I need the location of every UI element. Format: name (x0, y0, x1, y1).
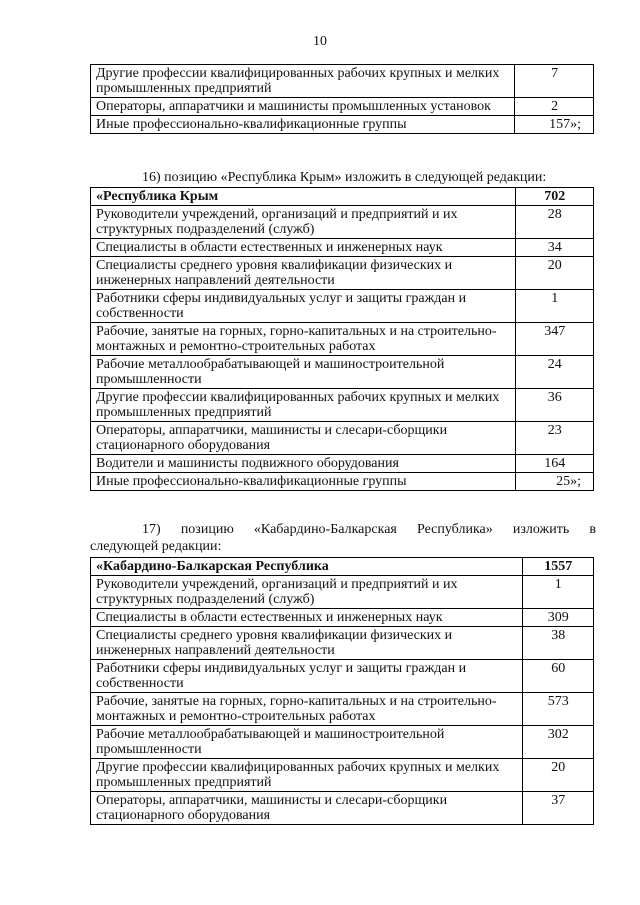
row-label: Рабочие металлообрабатывающей и машиностроительной промышленности (91, 726, 523, 759)
table-row (91, 206, 594, 239)
section-16-intro: 16) позицию «Республика Крым» изложить в следующей редакции: (142, 170, 547, 185)
region-name: «Республика Крым (91, 188, 516, 206)
row-value: 7 (515, 65, 594, 98)
row-label: Руководители учреждений, организаций и предприятий и их структурных подразделений (служб) (91, 576, 523, 609)
row-value: 1 (522, 576, 593, 609)
row-value: 24 (515, 356, 593, 389)
row-value: 20 (515, 257, 593, 290)
row-value: 36 (515, 389, 593, 422)
table-row (91, 576, 594, 609)
row-value: 34 (515, 239, 593, 257)
table-row (91, 609, 594, 627)
row-label: Специалисты среднего уровня квалификации физических и инженерных направлений деятельности (91, 257, 516, 290)
table-row (91, 389, 594, 422)
row-label: Иные профессионально-квалификационные группы (91, 473, 516, 491)
page-number: 10 (313, 34, 327, 49)
row-label: Руководители учреждений, организаций и предприятий и их структурных подразделений (служб) (91, 206, 516, 239)
table-row (91, 323, 594, 356)
table-row (91, 759, 594, 792)
table-header-row (91, 188, 594, 206)
table-row (91, 792, 594, 825)
row-label: Операторы, аппаратчики и машинисты промышленных установок (91, 98, 515, 116)
table-row (91, 627, 594, 660)
row-label: Рабочие металлообрабатывающей и машиностроительной промышленности (91, 356, 516, 389)
row-label: Работники сферы индивидуальных услуг и защиты граждан и собственности (91, 290, 516, 323)
row-value: 20 (522, 759, 593, 792)
region-total: 702 (515, 188, 593, 206)
table-row (91, 660, 594, 693)
table-row (91, 726, 594, 759)
row-value: 25»; (515, 473, 593, 491)
row-label: Иные профессионально-квалификационные группы (91, 116, 515, 134)
row-value: 573 (522, 693, 593, 726)
row-value: 1 (515, 290, 593, 323)
row-value: 164 (515, 455, 593, 473)
table-row (91, 239, 594, 257)
table-row (91, 356, 594, 389)
table-kabardino-balkaria (90, 557, 594, 825)
row-label: Специалисты в области естественных и инженерных наук (91, 609, 523, 627)
row-value: 2 (515, 98, 594, 116)
row-value: 309 (522, 609, 593, 627)
table-row (91, 455, 594, 473)
row-label: Операторы, аппаратчики, машинисты и слесари-сборщики стационарного оборудования (91, 792, 523, 825)
row-label: Водители и машинисты подвижного оборудования (91, 455, 516, 473)
row-label: Специалисты в области естественных и инженерных наук (91, 239, 516, 257)
row-value: 37 (522, 792, 593, 825)
table-header-row (91, 558, 594, 576)
row-label: Другие профессии квалифицированных рабочих крупных и мелких промышленных предприятий (91, 65, 515, 98)
table-row (91, 473, 594, 491)
row-label: Работники сферы индивидуальных услуг и защиты граждан и собственности (91, 660, 523, 693)
row-label: Другие профессии квалифицированных рабочих крупных и мелких промышленных предприятий (91, 759, 523, 792)
table-row (91, 257, 594, 290)
row-value: 23 (515, 422, 593, 455)
row-value: 28 (515, 206, 593, 239)
table-row (91, 290, 594, 323)
row-label: Специалисты среднего уровня квалификации физических и инженерных направлений деятельности (91, 627, 523, 660)
table-row (91, 116, 594, 134)
row-label: Рабочие, занятые на горных, горно-капитальных и на строительно-монтажных и ремонтно-строительных работах (91, 323, 516, 356)
table-row (91, 693, 594, 726)
row-value: 302 (522, 726, 593, 759)
table-row (91, 65, 594, 98)
table-crimea (90, 187, 594, 491)
region-total: 1557 (522, 558, 593, 576)
row-label: Другие профессии квалифицированных рабочих крупных и мелких промышленных предприятий (91, 389, 516, 422)
table-row (91, 422, 594, 455)
section-17-intro-line2: следующей редакции: (90, 539, 222, 554)
row-value: 157»; (515, 116, 594, 134)
table-row (91, 98, 594, 116)
table-top (90, 64, 594, 134)
section-17-intro-line1: 17) позицию «Кабардино-Балкарская Республика» изложить в (142, 522, 596, 537)
row-value: 60 (522, 660, 593, 693)
region-name: «Кабардино-Балкарская Республика (91, 558, 523, 576)
row-value: 38 (522, 627, 593, 660)
row-label: Рабочие, занятые на горных, горно-капитальных и на строительно-монтажных и ремонтно-строительных работах (91, 693, 523, 726)
row-value: 347 (515, 323, 593, 356)
row-label: Операторы, аппаратчики, машинисты и слесари-сборщики стационарного оборудования (91, 422, 516, 455)
